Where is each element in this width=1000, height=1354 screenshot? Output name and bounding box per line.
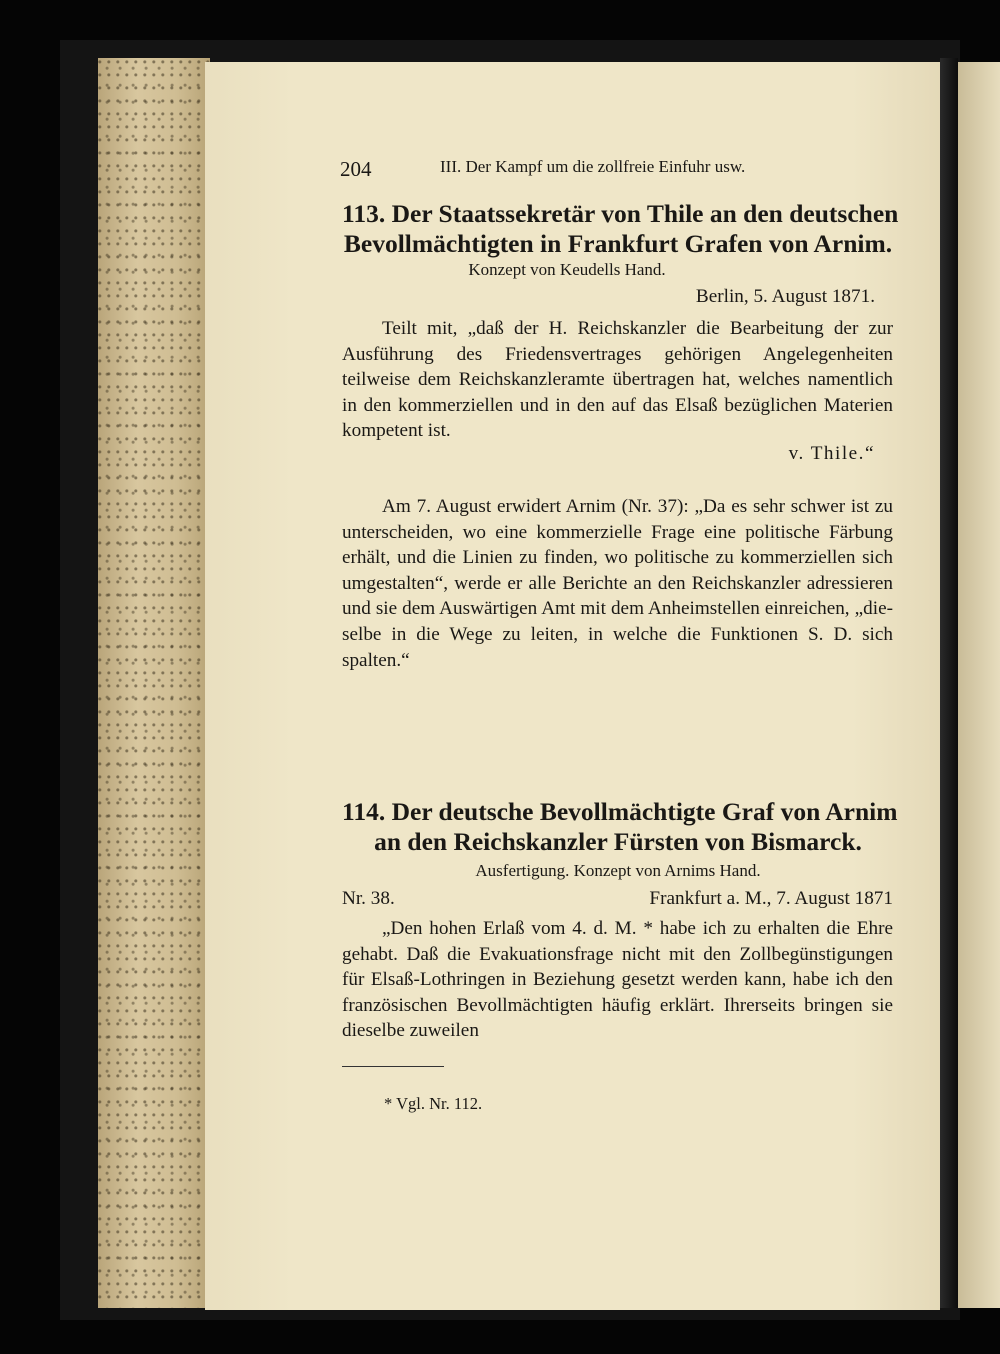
document-114-title: [342, 797, 898, 857]
document-113-title-line1: 113. Der Staatssekretär von Thile an den deutschen: [342, 199, 899, 228]
running-head: III. Der Kampf um die zollfreie Einfuhr usw.: [440, 157, 746, 176]
document-113-text: Teilt mit, „daß der H. Reichskanzler die Bearbeitung der zur Ausführung des Friedensvertrages gehörigen Angelegenheiten teilweise dem Reichskanzleramte übertragen hat, welches namentlich in den kommerziellen und in den auf das Elsaß bezüglichen Materien kompetent ist.: [342, 318, 893, 442]
document-113-title: [342, 199, 899, 259]
footnote-rule: [342, 1066, 444, 1067]
document-113-body: [342, 316, 893, 444]
footnote: * Vgl. Nr. 112.: [384, 1094, 483, 1113]
page-edges: [98, 58, 210, 1308]
document-114-title-line2: an den Reichskanzler Fürsten von Bismarck.: [374, 827, 862, 856]
document-113-signature: v. Thile.“: [788, 443, 875, 464]
book-gutter: [940, 58, 958, 1308]
page-number: 204: [340, 157, 372, 181]
document-114-place-date: Frankfurt a. M., 7. August 1871: [649, 888, 893, 909]
document-113-source-note: Konzept von Keudells Hand.: [468, 260, 666, 279]
editorial-note-text: Am 7. August erwidert Arnim (Nr. 37): „Da es sehr schwer ist zu unterscheiden, wo eine kommerzielle Frage eine politische Färbung erhält, und die Linien zu finden, wo politische zu kommerziellen sich umgestalten“, werde er alle Berichte an den Reichskanzler adressieren und sie dem Auswärtigen Amt mit dem Anheimstellen einreichen, „dieselbe in die Wege zu leiten, in welche die Funktionen S. D. sich spalten.“: [342, 496, 893, 671]
document-113-place-date: Berlin, 5. August 1871.: [695, 286, 875, 307]
document-114-source-note: Ausfertigung. Konzept von Arnims Hand.: [475, 861, 761, 880]
document-114-title-line1: 114. Der deutsche Bevollmächtigte Graf von Arnim: [342, 797, 898, 826]
editorial-note: [342, 494, 893, 673]
document-114-text: „Den hohen Erlaß vom 4. d. M. * habe ich zu erhalten die Ehre gehabt. Daß die Evakuationsfrage nicht mit den Zollbegünstigungen für Elsaß-Lothringen in Beziehung gesetzt werden kann, habe ich den französischen Bevollmächtigten häufig erklärt. Ihrerseits bringen sie dieselbe zuweilen: [342, 918, 893, 1042]
document-113-title-line2: Bevollmächtigten in Frankfurt Grafen von Arnim.: [343, 229, 893, 258]
document-114-number: Nr. 38.: [342, 888, 395, 909]
facing-page-edge: [958, 62, 1000, 1308]
document-114-body: [342, 916, 893, 1044]
